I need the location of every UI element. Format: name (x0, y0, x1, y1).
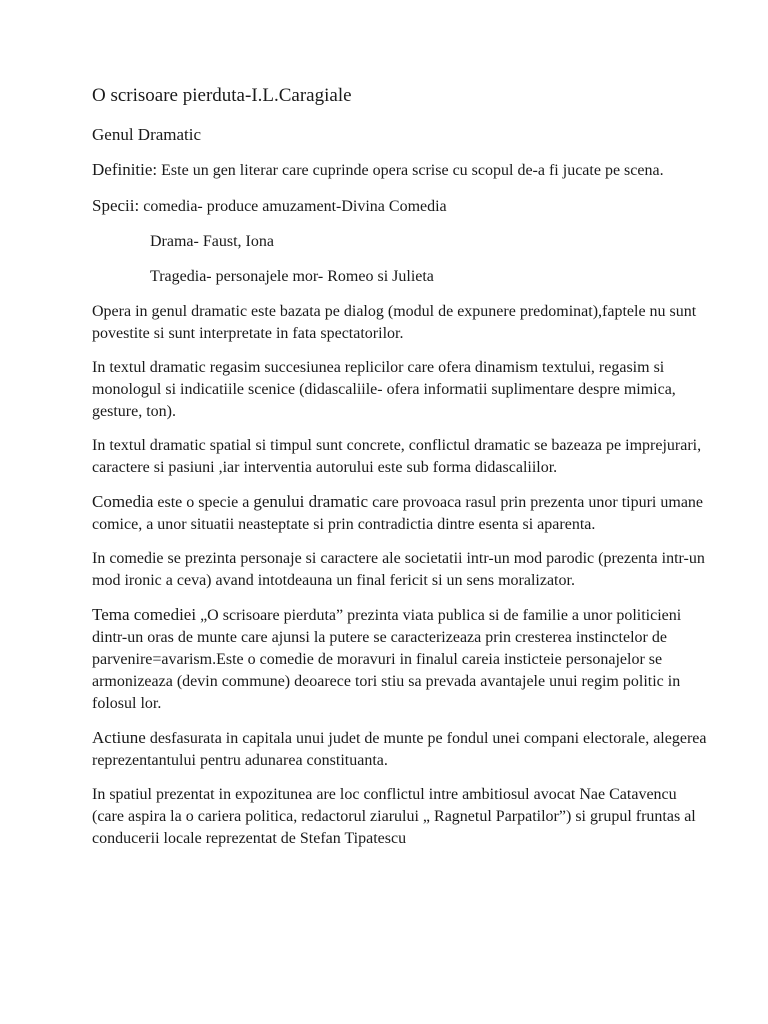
comedia-rest: care provoaca rasul prin prezenta unor tipuri umane comice, a unor situatii neasteptate si prin contradictia dintre esenta si aparenta. (92, 494, 704, 533)
species-label: Specii: (92, 196, 140, 215)
tema-rest: „O scrisoare pierduta” prezinta viata publica si de familie a unor politicieni dintr-un oras de munte care ajunsi la putere se caracterizeaza prin cresterea instinctelor de parvenire=avarism.Este o comedie de moravuri in finalul careia insticteie personajelor se armonizeaza (devin commune) deoarece tori stiu sa prevada avantajele unui regim politic in folosul lor. (92, 607, 682, 712)
paragraph-actiune (92, 727, 708, 772)
species-drama: Drama- Faust, Iona (150, 233, 274, 250)
definition-text: Este un gen literar care cuprinde opera scrise cu scopul de-a fi jucate pe scena. (157, 162, 664, 179)
actiune-rest: desfasurata in capitala unui judet de munte pe fondul unei compani electorale, alegerea reprezentantului pentru adunarea constituanta. (92, 730, 707, 769)
paragraph-spatiu-timp: In textul dramatic spatial si timpul sunt concrete, conflictul dramatic se bazeaza pe imprejurari, caractere si pasiuni ,iar interventia autorului este sub forma didascaliilor. (92, 437, 702, 476)
species-paragraph (92, 195, 708, 218)
paragraph-replici: In textul dramatic regasim succesiunea replicilor care ofera dinamism textului, regasim si monologul si indicatiile scenice (didascaliile- ofera informatii suplimentare despre mimica, gesture, ton). (92, 359, 676, 420)
paragraph-personaje: In comedie se prezinta personaje si caractere ale societatii intr-un mod parodic (prezenta intr-un mod ironic a ceva) avand intotdeauna un final fericit si un sens moralizator. (92, 550, 705, 589)
species-comedy: comedia- produce amuzament-Divina Comedia (139, 198, 447, 215)
actiune-label: Actiune (92, 728, 146, 747)
species-tragedy: Tragedia- personajele mor- Romeo si Julieta (150, 268, 434, 285)
document-title: O scrisoare pierduta-I.L.Caragiale (92, 85, 352, 106)
tema-label: Tema comediei (92, 605, 197, 624)
definition-label: Definitie: (92, 160, 158, 179)
genul-dramatic-label: genului dramatic (253, 492, 369, 511)
paragraph-comedia (92, 491, 708, 536)
paragraph-conflict: In spatiul prezentat in expozitunea are loc conflictul intre ambitiosul avocat Nae Catavencu (care aspira la o cariera politica, redactorul ziarului „ Ragnetul Parpatilor”) si grupul fruntas al conducerii locale reprezentat de Stefan Tipatescu (92, 786, 696, 847)
genre-heading: Genul Dramatic (92, 125, 202, 144)
paragraph-tema (92, 604, 708, 715)
comedia-mid: este o specie a (153, 494, 254, 511)
definition-paragraph (92, 159, 708, 182)
paragraph-dialog: Opera in genul dramatic este bazata pe dialog (modul de expunere predominat),faptele nu sunt povestite si sunt interpretate in fata spectatorilor. (92, 303, 697, 342)
comedia-label: Comedia (92, 492, 154, 511)
